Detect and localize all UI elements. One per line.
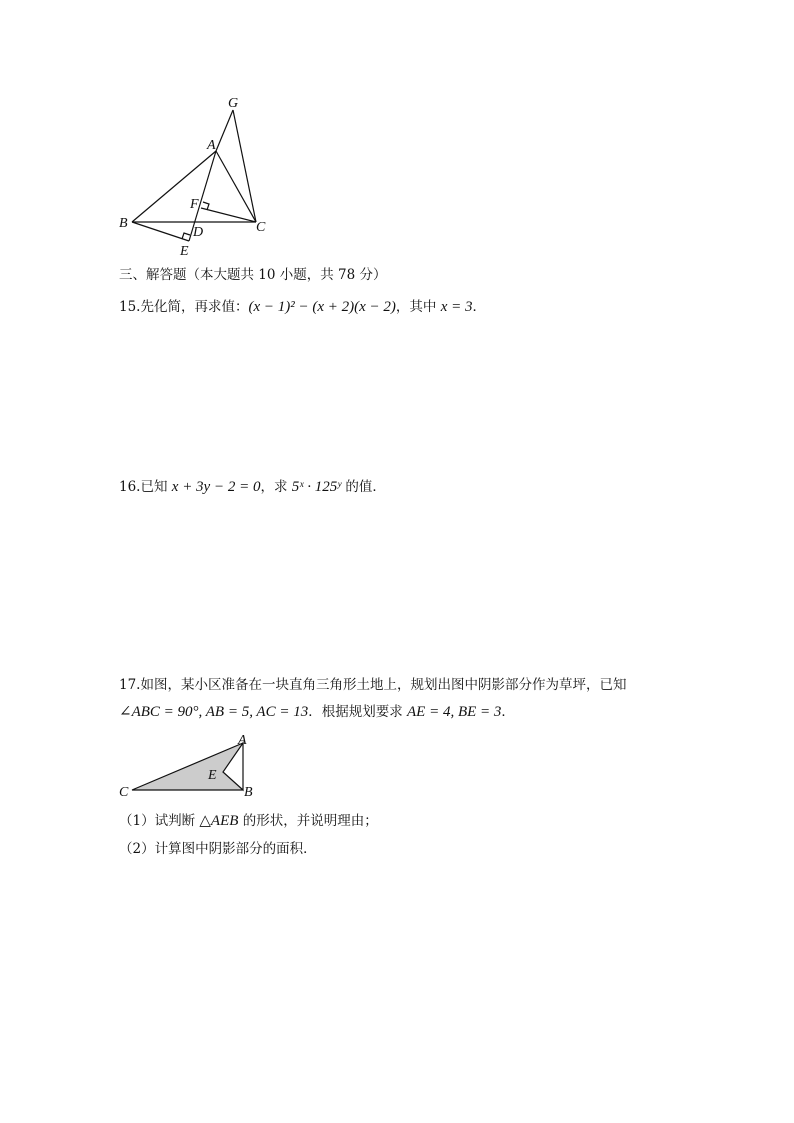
q17-part1-suffix: 的形状，并说明理由； <box>238 813 378 829</box>
question-15 <box>119 298 486 316</box>
label-a: A <box>238 733 247 748</box>
shaded-lawn-region <box>132 743 243 790</box>
segment-ga <box>216 110 233 151</box>
q17-line-2 <box>119 703 515 721</box>
segment-be <box>132 222 189 241</box>
q17-requirement: AE = 4, BE = 3 <box>407 704 502 720</box>
section-title: 三、解答题（本大题共 10 小题，共 78 分） <box>119 267 387 283</box>
q17-number: 17. <box>119 677 141 693</box>
q16-middle: ，求 <box>260 479 292 495</box>
label-e: E <box>208 768 217 783</box>
q16-number: 16. <box>119 479 141 495</box>
segment-ab <box>132 151 216 222</box>
question-16 <box>119 478 386 496</box>
label-a: A <box>207 138 216 153</box>
q17-end: ． <box>501 704 515 720</box>
q16-prefix: 已知 <box>140 479 172 495</box>
label-b: B <box>244 785 253 800</box>
label-c: C <box>119 785 129 800</box>
q15-end: ． <box>472 299 486 315</box>
q16-condition: x + 3y − 2 = 0 <box>171 479 261 495</box>
q17-part-1 <box>119 812 378 830</box>
label-c: C <box>256 220 266 235</box>
q17-part1-prefix: （1）试判断 <box>119 813 200 829</box>
q16-end: 的值． <box>341 479 386 495</box>
label-g: G <box>228 96 239 111</box>
q15-expression: (x − 1)² − (x + 2)(x − 2) <box>248 299 396 315</box>
geometry-figure-2 <box>110 732 270 802</box>
segment-cf <box>201 208 256 222</box>
q15-condition: x = 3 <box>440 299 473 315</box>
label-b: B <box>119 216 128 231</box>
geometry-figure-1 <box>110 90 290 265</box>
label-f: F <box>190 197 199 212</box>
label-e: E <box>180 244 189 259</box>
segment-ac <box>216 151 256 222</box>
right-angle-mark-e <box>182 233 190 239</box>
q17-stem: 如图，某小区准备在一块直角三角形土地上，规划出图中阴影部分作为草坪，已知 <box>140 677 627 693</box>
q15-number: 15. <box>119 299 141 315</box>
q15-prefix: 先化简，再求值： <box>140 299 249 315</box>
q17-given: ∠ABC = 90°, AB = 5, AC = 13 <box>119 704 309 720</box>
q17-mid: ．根据规划要求 <box>308 704 408 720</box>
q17-line-1 <box>119 676 626 694</box>
q17-part-2: （2）计算图中阴影部分的面积． <box>119 841 317 857</box>
q15-middle: ，其中 <box>395 299 441 315</box>
segment-gc <box>233 110 256 222</box>
q16-expression: 5ˣ · 125ʸ <box>291 479 342 495</box>
label-d: D <box>193 225 204 240</box>
q17-part1-math: △AEB <box>199 813 239 829</box>
